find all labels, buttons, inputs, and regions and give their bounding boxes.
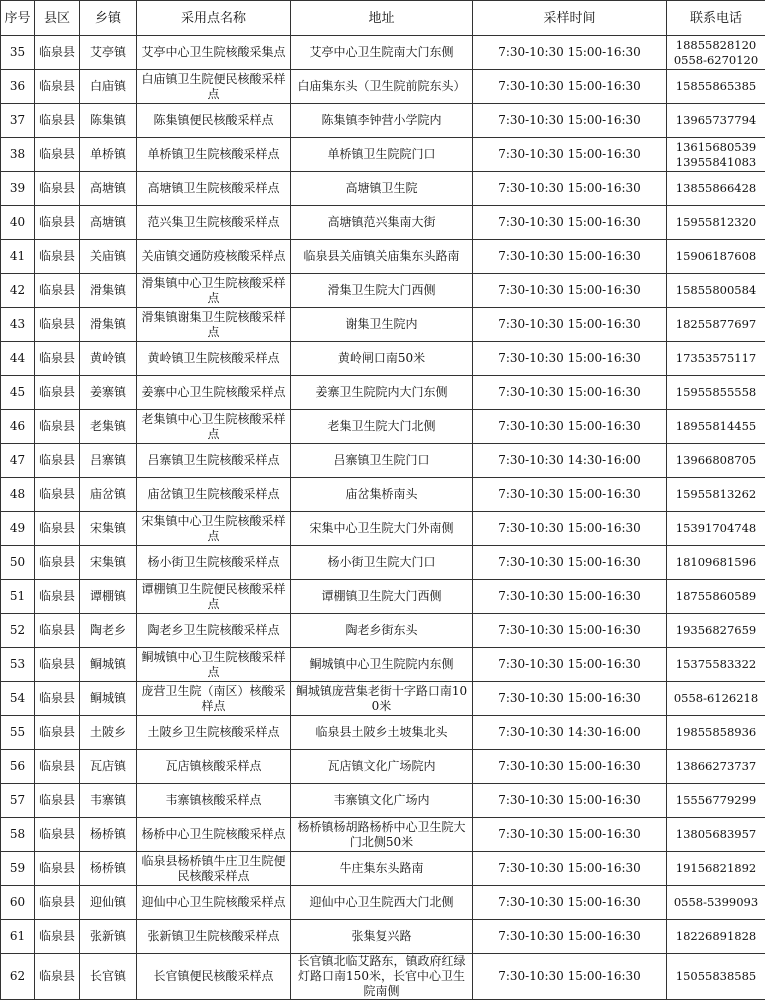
- cell-county: 临泉县: [35, 546, 80, 580]
- table-row: [1, 886, 765, 920]
- cell-site-name: 临泉县杨桥镇牛庄卫生院便民核酸采样点: [137, 852, 291, 886]
- table-row: [1, 172, 765, 206]
- cell-phone: [667, 682, 765, 716]
- cell-time: 7:30-10:30 15:00-16:30: [473, 580, 667, 614]
- cell-site-name: 长官镇便民核酸采样点: [137, 954, 291, 1000]
- cell-county: 临泉县: [35, 172, 80, 206]
- cell-county: 临泉县: [35, 954, 80, 1000]
- cell-town: 艾亭镇: [80, 36, 137, 70]
- cell-town: 庙岔镇: [80, 478, 137, 512]
- cell-time: 7:30-10:30 15:00-16:30: [473, 36, 667, 70]
- cell-time: 7:30-10:30 15:00-16:30: [473, 206, 667, 240]
- cell-town: 高塘镇: [80, 206, 137, 240]
- table-row: [1, 478, 765, 512]
- cell-address: 杨小街卫生院大门口: [291, 546, 473, 580]
- cell-address: 滑集卫生院大门西侧: [291, 274, 473, 308]
- cell-phone: [667, 546, 765, 580]
- cell-no: 45: [1, 376, 35, 410]
- table-row: [1, 274, 765, 308]
- cell-time: 7:30-10:30 15:00-16:30: [473, 920, 667, 954]
- cell-site-name: 吕寨镇卫生院核酸采样点: [137, 444, 291, 478]
- cell-no: 47: [1, 444, 35, 478]
- cell-county: 临泉县: [35, 138, 80, 172]
- cell-county: 临泉县: [35, 104, 80, 138]
- cell-county: 临泉县: [35, 682, 80, 716]
- table-row: [1, 682, 765, 716]
- phone-number: 19356827659: [675, 623, 757, 637]
- cell-no: 48: [1, 478, 35, 512]
- cell-no: 38: [1, 138, 35, 172]
- table-row: [1, 36, 765, 70]
- cell-address: 迎仙中心卫生院西大门北侧: [291, 886, 473, 920]
- cell-time: 7:30-10:30 15:00-16:30: [473, 614, 667, 648]
- phone-number: 13615680539: [675, 139, 757, 154]
- table-row: [1, 240, 765, 274]
- cell-site-name: 庙岔镇卫生院核酸采样点: [137, 478, 291, 512]
- cell-site-name: 杨桥中心卫生院核酸采样点: [137, 818, 291, 852]
- cell-town: 老集镇: [80, 410, 137, 444]
- cell-address: 白庙集东头（卫生院前院东头）: [291, 70, 473, 104]
- cell-phone: [667, 274, 765, 308]
- cell-county: 临泉县: [35, 240, 80, 274]
- phone-number: 13966808705: [675, 453, 757, 467]
- table-row: [1, 512, 765, 546]
- cell-county: 临泉县: [35, 648, 80, 682]
- cell-town: 滑集镇: [80, 274, 137, 308]
- phone-number: 18755860589: [675, 589, 757, 603]
- cell-town: 黄岭镇: [80, 342, 137, 376]
- cell-address: 黄岭闸口南50米: [291, 342, 473, 376]
- cell-town: 姜寨镇: [80, 376, 137, 410]
- cell-phone: [667, 104, 765, 138]
- table-row: [1, 580, 765, 614]
- phone-number: 13866273737: [675, 759, 757, 773]
- cell-address: 鲖城镇庞营集老街十字路口南100米: [291, 682, 473, 716]
- table-row: [1, 308, 765, 342]
- cell-no: 58: [1, 818, 35, 852]
- phone-number: 19156821892: [675, 861, 757, 875]
- cell-no: 56: [1, 750, 35, 784]
- cell-time: 7:30-10:30 15:00-16:30: [473, 308, 667, 342]
- cell-time: 7:30-10:30 14:30-16:00: [473, 716, 667, 750]
- cell-town: 土陂乡: [80, 716, 137, 750]
- cell-time: 7:30-10:30 15:00-16:30: [473, 886, 667, 920]
- cell-address: 临泉县关庙镇关庙集东头路南: [291, 240, 473, 274]
- phone-number: 15955813262: [675, 487, 757, 501]
- phone-number: 15855865385: [675, 79, 757, 93]
- phone-number: 13805683957: [675, 827, 757, 841]
- table-row: [1, 376, 765, 410]
- cell-time: 7:30-10:30 15:00-16:30: [473, 648, 667, 682]
- cell-town: 迎仙镇: [80, 886, 137, 920]
- header-row: [1, 1, 765, 36]
- cell-phone: [667, 580, 765, 614]
- cell-site-name: 宋集镇中心卫生院核酸采样点: [137, 512, 291, 546]
- cell-time: 7:30-10:30 15:00-16:30: [473, 750, 667, 784]
- cell-town: 鲖城镇: [80, 648, 137, 682]
- cell-no: 51: [1, 580, 35, 614]
- cell-address: 鲖城镇中心卫生院院内东侧: [291, 648, 473, 682]
- phone-number: 15391704748: [675, 521, 757, 535]
- cell-site-name: 滑集镇谢集卫生院核酸采样点: [137, 308, 291, 342]
- cell-phone: [667, 614, 765, 648]
- cell-address: 老集卫生院大门北侧: [291, 410, 473, 444]
- cell-no: 55: [1, 716, 35, 750]
- cell-no: 42: [1, 274, 35, 308]
- cell-phone: [667, 818, 765, 852]
- phone-number: 17353575117: [675, 351, 757, 365]
- cell-site-name: 白庙镇卫生院便民核酸采样点: [137, 70, 291, 104]
- cell-no: 36: [1, 70, 35, 104]
- cell-address: 姜寨卫生院院内大门东侧: [291, 376, 473, 410]
- phone-number: 15855800584: [675, 283, 757, 297]
- cell-county: 临泉县: [35, 206, 80, 240]
- phone-number: 18855828120: [675, 37, 757, 52]
- cell-town: 关庙镇: [80, 240, 137, 274]
- phone-number: 13855866428: [675, 181, 757, 195]
- cell-town: 杨桥镇: [80, 852, 137, 886]
- phone-number: 15955812320: [675, 215, 757, 229]
- table-row: [1, 546, 765, 580]
- cell-phone: [667, 172, 765, 206]
- cell-county: 临泉县: [35, 70, 80, 104]
- cell-phone: [667, 852, 765, 886]
- cell-site-name: 高塘镇卫生院核酸采样点: [137, 172, 291, 206]
- cell-town: 白庙镇: [80, 70, 137, 104]
- cell-county: 临泉县: [35, 750, 80, 784]
- cell-phone: [667, 512, 765, 546]
- cell-time: 7:30-10:30 14:30-16:00: [473, 444, 667, 478]
- table-row: [1, 410, 765, 444]
- phone-number: 18226891828: [675, 929, 757, 943]
- cell-site-name: 杨小街卫生院核酸采样点: [137, 546, 291, 580]
- cell-no: 50: [1, 546, 35, 580]
- cell-time: 7:30-10:30 15:00-16:30: [473, 410, 667, 444]
- cell-county: 临泉县: [35, 920, 80, 954]
- cell-site-name: 瓦店镇核酸采样点: [137, 750, 291, 784]
- phone-number: 13965737794: [675, 113, 757, 127]
- table-row: [1, 920, 765, 954]
- cell-no: 57: [1, 784, 35, 818]
- cell-no: 60: [1, 886, 35, 920]
- phone-number: 15375583322: [675, 657, 757, 671]
- cell-phone: [667, 648, 765, 682]
- header-no: 序号: [1, 1, 35, 36]
- cell-phone: [667, 308, 765, 342]
- table-row: [1, 138, 765, 172]
- cell-no: 43: [1, 308, 35, 342]
- cell-site-name: 张新镇卫生院核酸采样点: [137, 920, 291, 954]
- cell-county: 临泉县: [35, 274, 80, 308]
- cell-address: 宋集中心卫生院大门外南侧: [291, 512, 473, 546]
- table-row: [1, 444, 765, 478]
- cell-phone: [667, 36, 765, 70]
- cell-county: 临泉县: [35, 818, 80, 852]
- cell-town: 滑集镇: [80, 308, 137, 342]
- cell-address: 陈集镇李钟营小学院内: [291, 104, 473, 138]
- cell-address: 长官镇北临艾路东，镇政府红绿灯路口南150米，长官中心卫生院南侧: [291, 954, 473, 1000]
- cell-time: 7:30-10:30 15:00-16:30: [473, 240, 667, 274]
- cell-county: 临泉县: [35, 784, 80, 818]
- header-county: 县区: [35, 1, 80, 36]
- phone-number: 15556779299: [675, 793, 757, 807]
- cell-site-name: 关庙镇交通防疫核酸采样点: [137, 240, 291, 274]
- cell-site-name: 姜寨中心卫生院核酸采样点: [137, 376, 291, 410]
- cell-county: 临泉县: [35, 444, 80, 478]
- phone-number: 15055838585: [675, 969, 757, 983]
- cell-no: 41: [1, 240, 35, 274]
- cell-site-name: 谭棚镇卫生院便民核酸采样点: [137, 580, 291, 614]
- cell-phone: [667, 784, 765, 818]
- cell-town: 宋集镇: [80, 512, 137, 546]
- cell-county: 临泉县: [35, 716, 80, 750]
- header-address: 地址: [291, 1, 473, 36]
- cell-town: 长官镇: [80, 954, 137, 1000]
- phone-number: 0558-6270120: [673, 52, 759, 67]
- cell-site-name: 陶老乡卫生院核酸采样点: [137, 614, 291, 648]
- cell-county: 临泉县: [35, 886, 80, 920]
- phone-number: 0558-6126218: [673, 691, 759, 705]
- cell-address: 陶老乡街东头: [291, 614, 473, 648]
- cell-address: 谭棚镇卫生院大门西侧: [291, 580, 473, 614]
- table-row: [1, 852, 765, 886]
- cell-town: 谭棚镇: [80, 580, 137, 614]
- table-row: [1, 206, 765, 240]
- cell-town: 瓦店镇: [80, 750, 137, 784]
- cell-address: 高塘镇范兴集南大街: [291, 206, 473, 240]
- cell-address: 艾亭中心卫生院南大门东侧: [291, 36, 473, 70]
- cell-phone: [667, 342, 765, 376]
- phone-number: 18109681596: [675, 555, 757, 569]
- table-row: [1, 954, 765, 1000]
- phone-number: 18255877697: [675, 317, 757, 331]
- cell-no: 35: [1, 36, 35, 70]
- cell-town: 陈集镇: [80, 104, 137, 138]
- cell-no: 37: [1, 104, 35, 138]
- cell-time: 7:30-10:30 15:00-16:30: [473, 376, 667, 410]
- cell-phone: [667, 376, 765, 410]
- cell-site-name: 范兴集卫生院核酸采样点: [137, 206, 291, 240]
- cell-address: 韦寨镇文化广场内: [291, 784, 473, 818]
- table-row: [1, 716, 765, 750]
- cell-site-name: 滑集镇中心卫生院核酸采样点: [137, 274, 291, 308]
- cell-site-name: 单桥镇卫生院核酸采样点: [137, 138, 291, 172]
- cell-phone: [667, 410, 765, 444]
- cell-time: 7:30-10:30 15:00-16:30: [473, 70, 667, 104]
- cell-time: 7:30-10:30 15:00-16:30: [473, 852, 667, 886]
- phone-number: 15955855558: [675, 385, 757, 399]
- cell-address: 谢集卫生院内: [291, 308, 473, 342]
- cell-phone: [667, 478, 765, 512]
- cell-town: 陶老乡: [80, 614, 137, 648]
- cell-no: 62: [1, 954, 35, 1000]
- cell-phone: [667, 886, 765, 920]
- header-town: 乡镇: [80, 1, 137, 36]
- cell-no: 46: [1, 410, 35, 444]
- phone-number: 19855858936: [675, 725, 757, 739]
- cell-phone: [667, 954, 765, 1000]
- cell-address: 杨桥镇杨胡路杨桥中心卫生院大门北侧50米: [291, 818, 473, 852]
- table-row: [1, 614, 765, 648]
- cell-no: 44: [1, 342, 35, 376]
- cell-phone: [667, 138, 765, 172]
- phone-number: 18955814455: [675, 419, 757, 433]
- phone-number: 0558-5399093: [673, 895, 759, 909]
- cell-time: 7:30-10:30 15:00-16:30: [473, 784, 667, 818]
- cell-county: 临泉县: [35, 478, 80, 512]
- cell-county: 临泉县: [35, 580, 80, 614]
- cell-phone: [667, 716, 765, 750]
- cell-town: 杨桥镇: [80, 818, 137, 852]
- cell-county: 临泉县: [35, 376, 80, 410]
- cell-county: 临泉县: [35, 410, 80, 444]
- cell-town: 鲖城镇: [80, 682, 137, 716]
- cell-no: 39: [1, 172, 35, 206]
- cell-no: 40: [1, 206, 35, 240]
- cell-town: 吕寨镇: [80, 444, 137, 478]
- table-row: [1, 648, 765, 682]
- table-row: [1, 750, 765, 784]
- cell-town: 单桥镇: [80, 138, 137, 172]
- phone-number: 15906187608: [675, 249, 757, 263]
- cell-time: 7:30-10:30 15:00-16:30: [473, 104, 667, 138]
- cell-county: 临泉县: [35, 852, 80, 886]
- cell-no: 52: [1, 614, 35, 648]
- cell-town: 张新镇: [80, 920, 137, 954]
- cell-phone: [667, 240, 765, 274]
- cell-site-name: 老集镇中心卫生院核酸采样点: [137, 410, 291, 444]
- cell-time: 7:30-10:30 15:00-16:30: [473, 342, 667, 376]
- cell-no: 61: [1, 920, 35, 954]
- cell-site-name: 土陂乡卫生院核酸采样点: [137, 716, 291, 750]
- phone-number: 13955841083: [675, 154, 757, 169]
- cell-phone: [667, 70, 765, 104]
- cell-county: 临泉县: [35, 614, 80, 648]
- cell-site-name: 陈集镇便民核酸采样点: [137, 104, 291, 138]
- table-row: [1, 784, 765, 818]
- table-row: [1, 70, 765, 104]
- table-row: [1, 818, 765, 852]
- cell-address: 吕寨镇卫生院门口: [291, 444, 473, 478]
- cell-site-name: 庞营卫生院（南区）核酸采样点: [137, 682, 291, 716]
- cell-address: 庙岔集桥南头: [291, 478, 473, 512]
- cell-site-name: 鲖城镇中心卫生院核酸采样点: [137, 648, 291, 682]
- cell-site-name: 黄岭镇卫生院核酸采样点: [137, 342, 291, 376]
- cell-town: 高塘镇: [80, 172, 137, 206]
- header-time: 采样时间: [473, 1, 667, 36]
- cell-address: 临泉县土陂乡土坡集北头: [291, 716, 473, 750]
- cell-time: 7:30-10:30 15:00-16:30: [473, 512, 667, 546]
- cell-address: 单桥镇卫生院院门口: [291, 138, 473, 172]
- cell-town: 韦寨镇: [80, 784, 137, 818]
- cell-county: 临泉县: [35, 342, 80, 376]
- cell-site-name: 艾亭中心卫生院核酸采集点: [137, 36, 291, 70]
- cell-time: 7:30-10:30 15:00-16:30: [473, 478, 667, 512]
- cell-phone: [667, 206, 765, 240]
- cell-time: 7:30-10:30 15:00-16:30: [473, 274, 667, 308]
- cell-time: 7:30-10:30 15:00-16:30: [473, 172, 667, 206]
- cell-address: 张集复兴路: [291, 920, 473, 954]
- cell-no: 54: [1, 682, 35, 716]
- cell-no: 59: [1, 852, 35, 886]
- cell-time: 7:30-10:30 15:00-16:30: [473, 954, 667, 1000]
- cell-site-name: 韦寨镇核酸采样点: [137, 784, 291, 818]
- cell-no: 49: [1, 512, 35, 546]
- header-site: 采用点名称: [137, 1, 291, 36]
- cell-address: 高塘镇卫生院: [291, 172, 473, 206]
- header-phone: 联系电话: [667, 1, 765, 36]
- cell-time: 7:30-10:30 15:00-16:30: [473, 818, 667, 852]
- cell-site-name: 迎仙中心卫生院核酸采样点: [137, 886, 291, 920]
- table-row: [1, 104, 765, 138]
- cell-address: 牛庄集东头路南: [291, 852, 473, 886]
- cell-time: 7:30-10:30 15:00-16:30: [473, 546, 667, 580]
- cell-county: 临泉县: [35, 36, 80, 70]
- cell-phone: [667, 920, 765, 954]
- cell-county: 临泉县: [35, 512, 80, 546]
- cell-no: 53: [1, 648, 35, 682]
- cell-time: 7:30-10:30 15:00-16:30: [473, 682, 667, 716]
- cell-phone: [667, 750, 765, 784]
- cell-phone: [667, 444, 765, 478]
- cell-town: 宋集镇: [80, 546, 137, 580]
- cell-address: 瓦店镇文化广场院内: [291, 750, 473, 784]
- cell-county: 临泉县: [35, 308, 80, 342]
- table-row: [1, 342, 765, 376]
- cell-time: 7:30-10:30 15:00-16:30: [473, 138, 667, 172]
